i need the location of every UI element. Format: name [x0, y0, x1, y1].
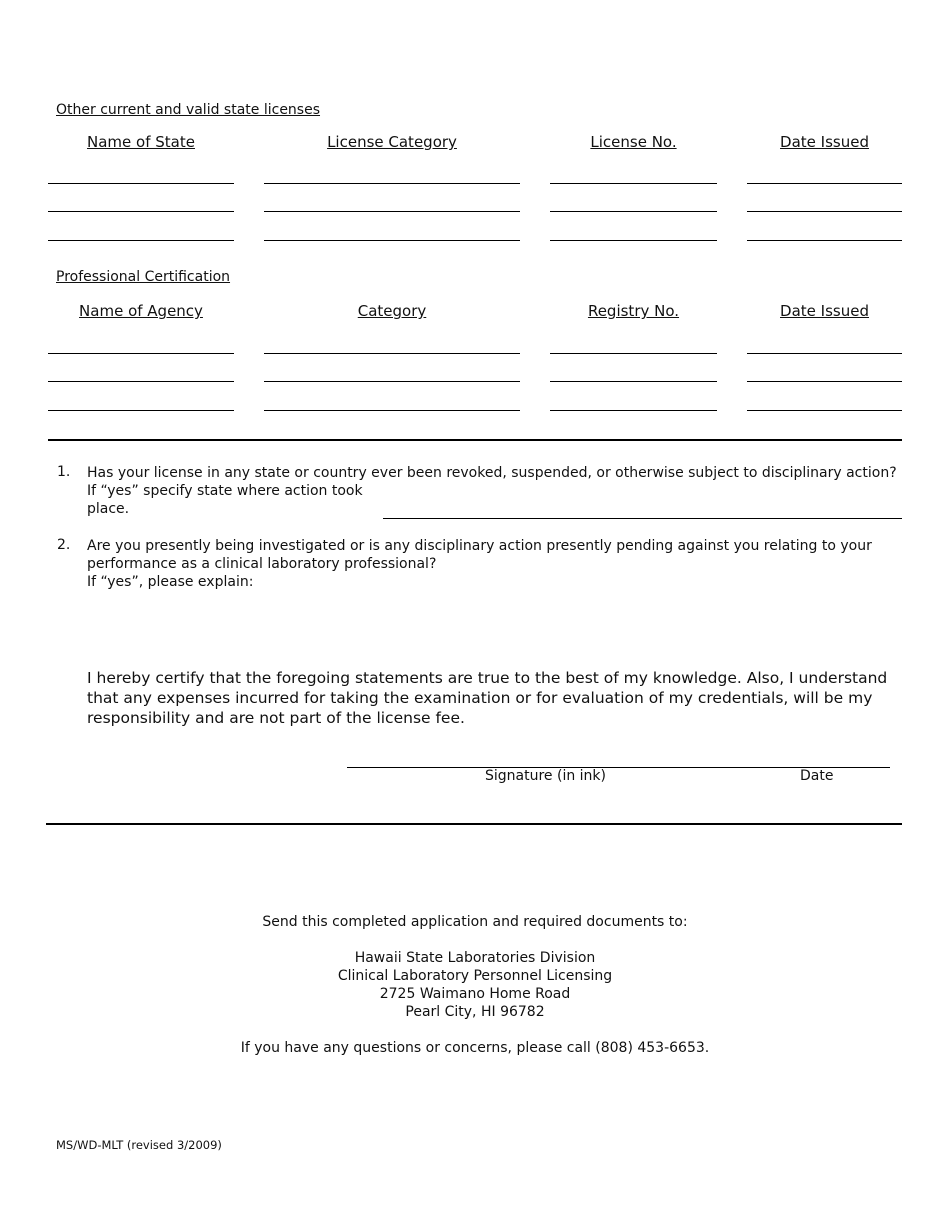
cert-col-date-issued: Date Issued — [780, 302, 869, 320]
cert-agency-field[interactable] — [48, 410, 234, 411]
license-category-field[interactable] — [264, 211, 520, 212]
cert-date-field[interactable] — [747, 353, 902, 354]
cert-col-category: Category — [357, 302, 427, 320]
cert-col-registry-no: Registry No. — [587, 302, 680, 320]
question-1-text: Has your license in any state or country ever been revoked, suspended, or otherwise subject to disciplinary action? — [87, 465, 897, 481]
licenses-col-license-no: License No. — [590, 133, 677, 151]
cert-date-field[interactable] — [747, 410, 902, 411]
mailing-line-division: Hawaii State Laboratories Division — [354, 950, 596, 966]
cert-col-name-of-agency: Name of Agency — [79, 302, 203, 320]
mailing-line-street: 2725 Waimano Home Road — [379, 986, 571, 1002]
license-date-field[interactable] — [747, 240, 902, 241]
signature-label: Signature (in ink) — [485, 768, 606, 784]
cert-agency-field[interactable] — [48, 381, 234, 382]
mailing-line-program: Clinical Laboratory Personnel Licensing — [337, 968, 613, 984]
cert-registry-field[interactable] — [550, 353, 717, 354]
license-number-field[interactable] — [550, 240, 717, 241]
certify-statement: I hereby certify that the foregoing statements are true to the best of my knowledge. Also, I understand that any expenses incurred for taking the examination or for evaluation of my credentials, will be my responsibility and are not part of the license fee. — [87, 669, 888, 727]
cert-category-field[interactable] — [264, 410, 520, 411]
question-2-followup: If “yes”, please explain: — [87, 574, 254, 590]
form-id: MS/WD-MLT (revised 3/2009) — [56, 1138, 222, 1152]
cert-category-field[interactable] — [264, 353, 520, 354]
cert-agency-field[interactable] — [48, 353, 234, 354]
section-divider — [48, 439, 902, 441]
licenses-col-license-category: License Category — [327, 133, 457, 151]
licenses-col-name-of-state: Name of State — [87, 133, 195, 151]
signature-divider — [46, 823, 902, 825]
cert-category-field[interactable] — [264, 381, 520, 382]
licenses-col-date-issued: Date Issued — [780, 133, 869, 151]
cert-registry-field[interactable] — [550, 381, 717, 382]
cert-date-field[interactable] — [747, 381, 902, 382]
license-category-field[interactable] — [264, 183, 520, 184]
certification-section-title: Professional Certification — [56, 269, 231, 285]
question-1-followup: If “yes” specify state where action took place. — [87, 483, 363, 517]
license-date-field[interactable] — [747, 211, 902, 212]
license-state-field[interactable] — [48, 183, 234, 184]
question-1-answer-line[interactable] — [383, 518, 902, 519]
cert-registry-field[interactable] — [550, 410, 717, 411]
license-category-field[interactable] — [264, 240, 520, 241]
licenses-section-title: Other current and valid state licenses — [56, 102, 321, 118]
contact-line: If you have any questions or concerns, please call (808) 453-6653. — [240, 1040, 710, 1056]
license-number-field[interactable] — [550, 183, 717, 184]
date-label: Date — [800, 768, 834, 784]
license-date-field[interactable] — [747, 183, 902, 184]
license-state-field[interactable] — [48, 240, 234, 241]
mailing-intro: Send this completed application and required documents to: — [262, 914, 688, 930]
question-2-number: 2. — [57, 537, 71, 553]
mailing-line-city: Pearl City, HI 96782 — [405, 1004, 545, 1020]
question-1-number: 1. — [57, 464, 71, 480]
license-number-field[interactable] — [550, 211, 717, 212]
license-state-field[interactable] — [48, 211, 234, 212]
question-2-text: Are you presently being investigated or is any disciplinary action presently pending against you relating to your performance as a clinical laboratory professional? — [87, 538, 872, 572]
